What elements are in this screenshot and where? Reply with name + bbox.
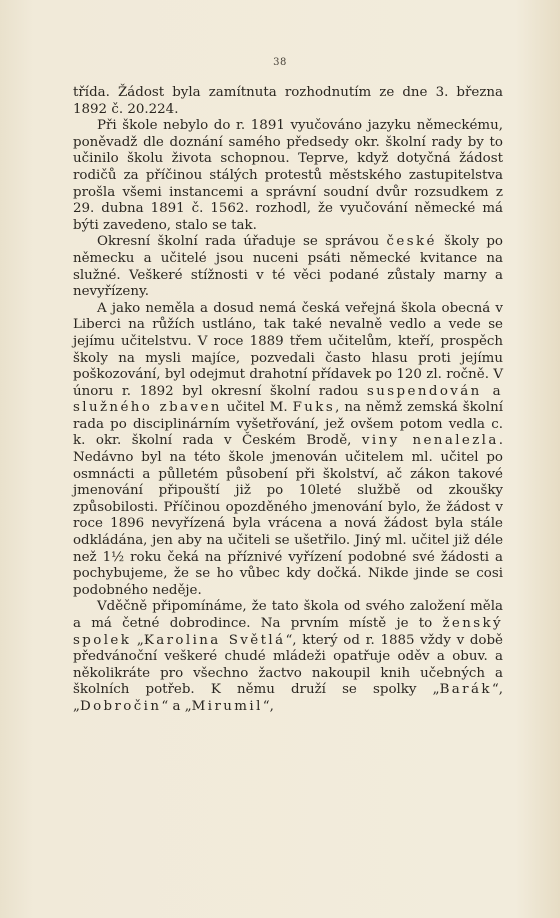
text-run: . Nedávno byl na této škole jmenován učitelem ml. učitel po osmnácti a půlletém působení při školství, ač zákon takové jmenování připouští již po 10leté službě od zkoušky způsobilosti. Příčinou opozděného jmenování bylo, že žádost v roce 1896 nevyřízená byla vrácena a nová žádost byla stále odkládána, jen aby na učiteli se ušetřilo. Jiný ml. učitel již déle než 1½ roku čeká na příznivé vyřízení podobné své žádosti a pochybujeme, že se ho vůbec kdy dočká. Nikde jinde se cosi podobného neděje.: [73, 433, 504, 598]
paragraph: [73, 85, 503, 118]
text-run: A jako neměla a dosud nemá česká veřejná škola obecná v Liberci na růžích ustláno, tak také nevalně vedlo a vede se jejímu učitelstvu. V roce 1889 třem učitelům, kteří, prospěch školy na mysli majíce, pozvedali často hlasu proti jejímu poškozování, byl odejmut drahotní přídavek po 120 zl. ročně. V únoru r. 1892 byl okresní školní radou: [73, 300, 503, 399]
paragraph: [73, 234, 503, 300]
text-run: „: [131, 632, 144, 648]
emphasized-text: viny nenalezla: [361, 433, 499, 449]
text-run: , na němž zemská školní rada po disciplinárním vyšetřování, jež ovšem potom vedla c. k. okr. školní rada v Českém Brodě,: [73, 400, 503, 449]
emphasized-text: Mirumil: [191, 698, 263, 714]
body-text: [73, 85, 503, 716]
text-run: učitel M.: [221, 400, 293, 416]
text-run: školy po německu a učitelé jsou nuceni psáti německé kvitance na služné. Veškeré stížnosti v té věci podané zůstaly marny a nevyřízeny.: [73, 234, 503, 300]
text-run: Vděčně připomínáme, že tato škola od svého založení měla a má četné dobrodince. Na prvním místě je to: [73, 599, 503, 631]
text-run: “, „: [73, 682, 503, 714]
paragraph: [73, 301, 503, 600]
page-number: 38: [273, 57, 287, 68]
emphasized-text: Fuks: [292, 400, 336, 416]
emphasized-text: suspendován a služného zbaven: [73, 383, 504, 416]
text-run: třída. Žádost byla zamítnuta rozhodnutím ze dne 3. března 1892 č. 20.224.: [73, 85, 503, 117]
emphasized-text: Barák: [439, 682, 492, 698]
paragraph: [73, 118, 503, 234]
text-run: Okresní školní rada úřaduje se správou: [97, 234, 387, 250]
emphasized-text: ženský spolek: [73, 616, 503, 648]
text-run: “, který od r. 1885 vždy v době předvánoční veškeré chudé mládeži opatřuje oděv a obuv. a několikráte pro všechno žactvo nakoupil knih učebných a školních potřeb. K němu druží se spolky „: [73, 632, 503, 698]
text-run: Při škole nebylo do r. 1891 vyučováno jazyku německému, poněvadž dle doznání samého předsedy okr. školní rady by to učinilo školu života schopnou. Teprve, když dotyčná žádost rodičů za příčinou stálých protestů městského zastupitelstva prošla všemi instancemi a správní soudní dvůr rozsudkem z 29. dubna 1891 č. 1562. rozhodl, že vyučování německé má býti zavedeno, stalo se tak.: [73, 118, 503, 233]
emphasized-text: české: [386, 234, 437, 250]
text-run: “,: [262, 698, 274, 714]
text-run: “ a „: [161, 698, 192, 714]
emphasized-text: Karolina Světlá: [143, 632, 286, 648]
paragraph: [73, 599, 503, 715]
emphasized-text: Dobročin: [79, 698, 162, 714]
